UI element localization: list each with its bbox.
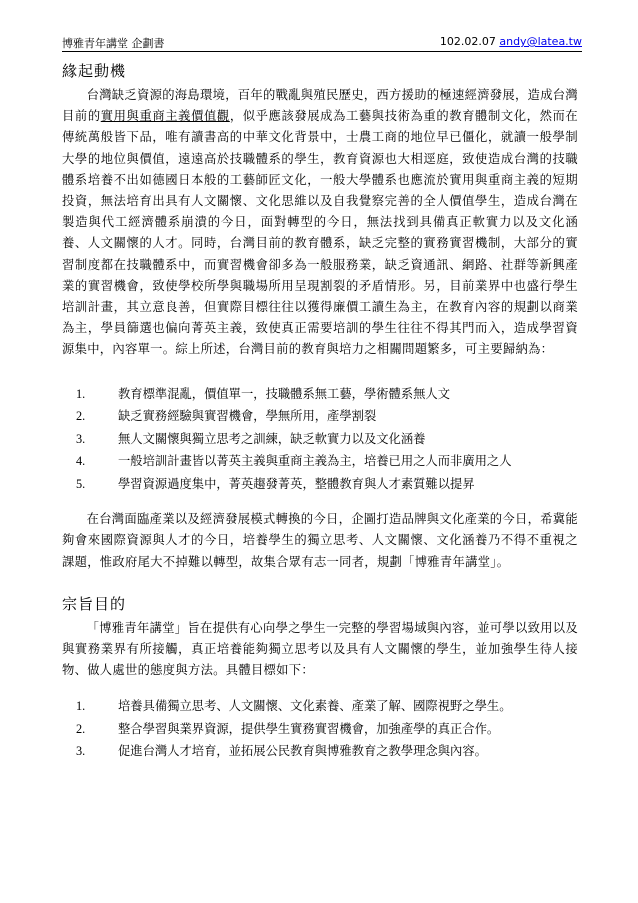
header-meta	[440, 35, 582, 48]
list-number: 5.	[76, 476, 86, 491]
list-number: 2.	[76, 409, 86, 424]
page-header	[62, 32, 582, 50]
list-number: 1.	[76, 699, 86, 714]
underlined-phrase: 實用與重商主義價值觀	[100, 109, 230, 124]
problem-list	[62, 383, 578, 496]
list-item	[62, 383, 578, 406]
section-title-motivation: 緣起動機	[62, 62, 127, 80]
list-text: 教育標準混亂，價值單一，技職體系無工藝，學術體系無人文	[118, 386, 451, 401]
document-title: 博雅青年講堂 企劃書	[62, 37, 165, 50]
transition-paragraph: 在台灣面臨產業以及經濟發展模式轉換的今日，企圖打造品牌與文化產業的今日，希冀能夠會來國際資源與人才的今日，培養學生的獨立思考、人文關懷、文化涵養乃不得不重視之課題，惟政府尾大不掉難以轉型，故集合眾有志一同者，規劃「博雅青年講堂」。	[62, 512, 578, 569]
list-text: 學習資源過度集中，菁英趨發菁英，整體教育與人才素質難以提昇	[118, 476, 475, 491]
list-number: 3.	[76, 744, 86, 759]
list-text: 缺乏實務經驗與實習機會，學無所用，產學割裂	[118, 409, 377, 424]
header-divider	[62, 51, 582, 52]
para-text: 台灣缺乏資源的海島環境，百年的戰亂與殖民歷史，西方援助的極速經濟發展，造成台灣目前的	[62, 88, 578, 124]
motivation-paragraph	[62, 85, 578, 361]
goal-list	[62, 695, 578, 763]
document-body	[62, 60, 578, 763]
email-link[interactable]: andy@latea.tw	[499, 35, 582, 48]
list-item	[62, 718, 578, 741]
list-number: 1.	[76, 386, 86, 401]
list-item	[62, 740, 578, 763]
section-title-purpose: 宗旨目的	[62, 594, 127, 613]
para-text: ，似乎應該發展成為工藝與技術為重的教育體制文化，然而在傳統萬般皆下品，唯有讀書高的中華文化背景中，士農工商的地位早已僵化，就讀一般學制大學的地位與價值，遠遠高於技職體系的學生，教育資源也大相逕庭，致使造成台灣的技職體系培養不出如德國日本般的工藝師匠文化，一般大學體系也應流於實用與重商主義的短期投資，無法培育出具有人文關懷、文化思維以及自我覺察完善的全人價值學生，造成台灣在製造與代工經濟體系崩潰的今日，面對轉型的今日，無法找到具備真正軟實力以及文化涵養、人文關懷的人才。同時，台灣目前的教育體系，缺乏完整的實務實習機制，大部分的實習制度都在技職體系中，而實習機會卻多為一般服務業，缺乏資通訊、網路、社群等新興產業的實習機會，致使學校所學與職場所用呈現割裂的矛盾情形。另，目前業界中也盛行學生培訓計畫，其立意良善，但實際目標往往以獲得廉價工讀生為主，在教育內容的規劃以商業為主，學員篩選也偏向菁英主義，致使真正需要培訓的學生往往不得其門而入，造成學習資源集中，內容單一。綜上所述，台灣目前的教育與培力之相關問題繁多，可主要歸納為：	[62, 109, 578, 357]
list-text: 培養具備獨立思考、人文關懷、文化素養、產業了解、國際視野之學生。	[118, 699, 512, 714]
header-date: 102.02.07	[439, 35, 496, 48]
list-text: 促進台灣人才培育，並拓展公民教育與博雅教育之教學理念與內容。	[118, 744, 487, 759]
list-item	[62, 473, 578, 496]
list-item	[62, 450, 578, 473]
list-number: 3.	[76, 431, 86, 446]
list-number: 2.	[76, 721, 86, 736]
purpose-paragraph: 「博雅青年講堂」旨在提供有心向學之學生一完整的學習場域與內容，並可學以致用以及與實務業界有所接觸，真正培養能夠獨立思考以及具有人文關懷的學生，並加強學生待人接物、做人處世的態度與方法。具體目標如下：	[62, 620, 578, 678]
list-text: 一般培訓計畫皆以菁英主義與重商主義為主，培養已用之人而非廣用之人	[118, 454, 512, 469]
list-text: 整合學習與業界資源，提供學生實務實習機會，加強產學的真正合作。	[118, 721, 500, 736]
list-number: 4.	[76, 454, 86, 469]
list-item	[62, 695, 578, 718]
section-purpose	[62, 593, 578, 763]
list-item	[62, 428, 578, 451]
list-item	[62, 405, 578, 428]
list-text: 無人文關懷與獨立思考之訓練，缺乏軟實力以及文化涵養	[118, 431, 426, 446]
section-motivation	[62, 60, 578, 573]
